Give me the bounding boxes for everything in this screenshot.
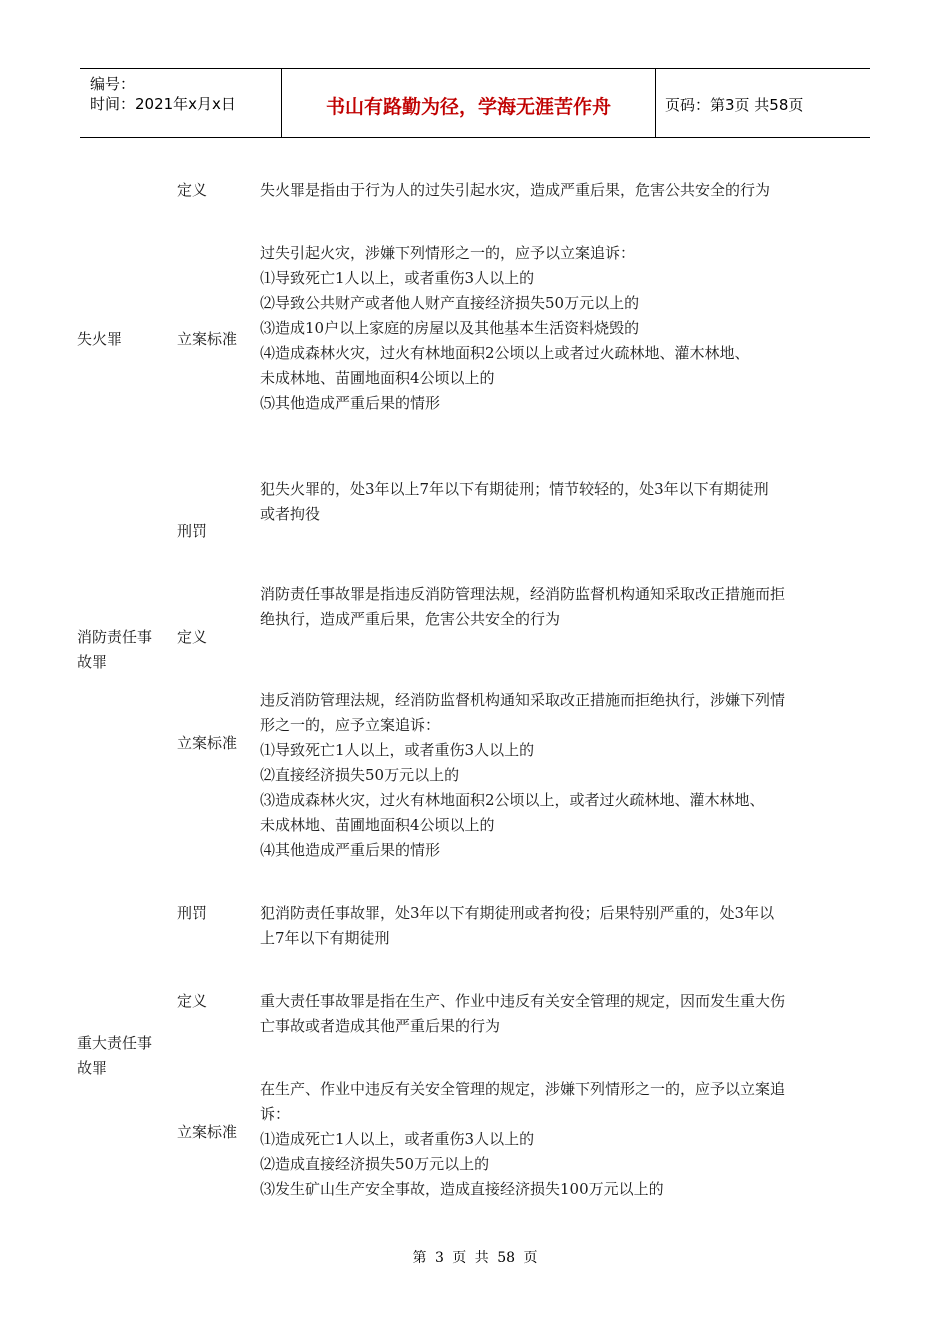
definition-line: 重大责任事故罪是指在生产、作业中违反有关安全管理的规定，因而发生重大伤: [260, 992, 786, 1010]
crime-name-line: 重大责任事: [77, 1034, 153, 1052]
filing-standard-line: ⑶发生矿山生产安全事故，造成直接经济损失100万元以上的: [260, 1180, 664, 1198]
definition-line: 亡事故或者造成其他严重后果的行为: [260, 1017, 501, 1035]
filing-standard-line: ⑶造成10户以上家庭的房屋以及其他基本生活资料烧毁的: [260, 319, 640, 337]
filing-standard-label: 立案标准: [177, 330, 238, 348]
filing-standard-line: 诉：: [260, 1105, 291, 1123]
penalty-line: 犯消防责任事故罪，处3年以下有期徒刑或者拘役；后果特别严重的，处3年以: [260, 904, 775, 922]
penalty-label: 刑罚: [177, 904, 208, 922]
crime-name-line: 故罪: [77, 653, 108, 671]
definition-line: 消防责任事故罪是指违反消防管理法规，经消防监督机构通知采取改正措施而拒: [260, 585, 786, 603]
filing-standard-line: ⑵直接经济损失50万元以上的: [260, 766, 460, 784]
page-number-label: 页码：第3页 共58页: [665, 96, 804, 114]
filing-standard-line: ⑸其他造成严重后果的情形: [260, 394, 441, 412]
penalty-label: 刑罚: [177, 522, 208, 540]
filing-standard-line: ⑵导致公共财产或者他人财产直接经济损失50万元以上的: [260, 294, 640, 312]
definition-label: 定义: [177, 992, 208, 1010]
header-left-cell: [80, 69, 281, 137]
crime-name-line: 故罪: [77, 1059, 108, 1077]
filing-standard-line: ⑵造成直接经济损失50万元以上的: [260, 1155, 490, 1173]
filing-standard-line: 未成林地、苗圃地面积4公顷以上的: [260, 816, 495, 834]
definition-text: 失火罪是指由于行为人的过失引起水灾，造成严重后果，危害公共安全的行为: [260, 181, 771, 199]
penalty-line: 或者拘役: [260, 505, 321, 523]
header-right-cell: [655, 69, 870, 137]
filing-standard-line: 过失引起火灾，涉嫌下列情形之一的，应予以立案追诉：: [260, 244, 636, 262]
filing-standard-line: ⑷其他造成严重后果的情形: [260, 841, 441, 859]
crime-name-line: 消防责任事: [77, 628, 153, 646]
document-header: [80, 68, 870, 138]
definition-label: 定义: [177, 628, 208, 646]
penalty-line: 犯失火罪的，处3年以上7年以下有期徒刑；情节较轻的，处3年以下有期徒刑: [260, 480, 769, 498]
definition-label: 定义: [177, 181, 208, 199]
filing-standard-line: 在生产、作业中违反有关安全管理的规定，涉嫌下列情形之一的，应予以立案追: [260, 1080, 786, 1098]
filing-standard-label: 立案标准: [177, 734, 238, 752]
filing-standard-line: ⑶造成森林火灾，过火有林地面积2公顷以上，或者过火疏林地、灌木林地、: [260, 791, 765, 809]
filing-standard-line: 违反消防管理法规，经消防监督机构通知采取改正措施而拒绝执行，涉嫌下列情: [260, 691, 786, 709]
filing-standard-line: ⑴造成死亡1人以上，或者重伤3人以上的: [260, 1130, 535, 1148]
filing-standard-line: ⑴导致死亡1人以上，或者重伤3人以上的: [260, 741, 535, 759]
document-number-label: 编号：: [90, 75, 136, 93]
filing-standard-label: 立案标准: [177, 1123, 238, 1141]
filing-standard-line: ⑴导致死亡1人以上，或者重伤3人以上的: [260, 269, 535, 287]
filing-standard-line: 未成林地、苗圃地面积4公顷以上的: [260, 369, 495, 387]
page-footer: 第 3 页 共 58 页: [412, 1250, 538, 1266]
penalty-line: 上7年以下有期徒刑: [260, 929, 390, 947]
definition-line: 绝执行，造成严重后果，危害公共安全的行为: [260, 610, 561, 628]
header-motto: 书山有路勤为径，学海无涯苦作舟: [325, 96, 611, 118]
crime-name: 失火罪: [77, 330, 123, 348]
filing-standard-line: ⑷造成森林火灾，过火有林地面积2公顷以上或者过火疏林地、灌木林地、: [260, 344, 750, 362]
document-time-label: 时间：2021年x月x日: [90, 95, 236, 113]
header-center-cell: [281, 69, 656, 137]
filing-standard-line: 形之一的，应予立案追诉：: [260, 716, 441, 734]
